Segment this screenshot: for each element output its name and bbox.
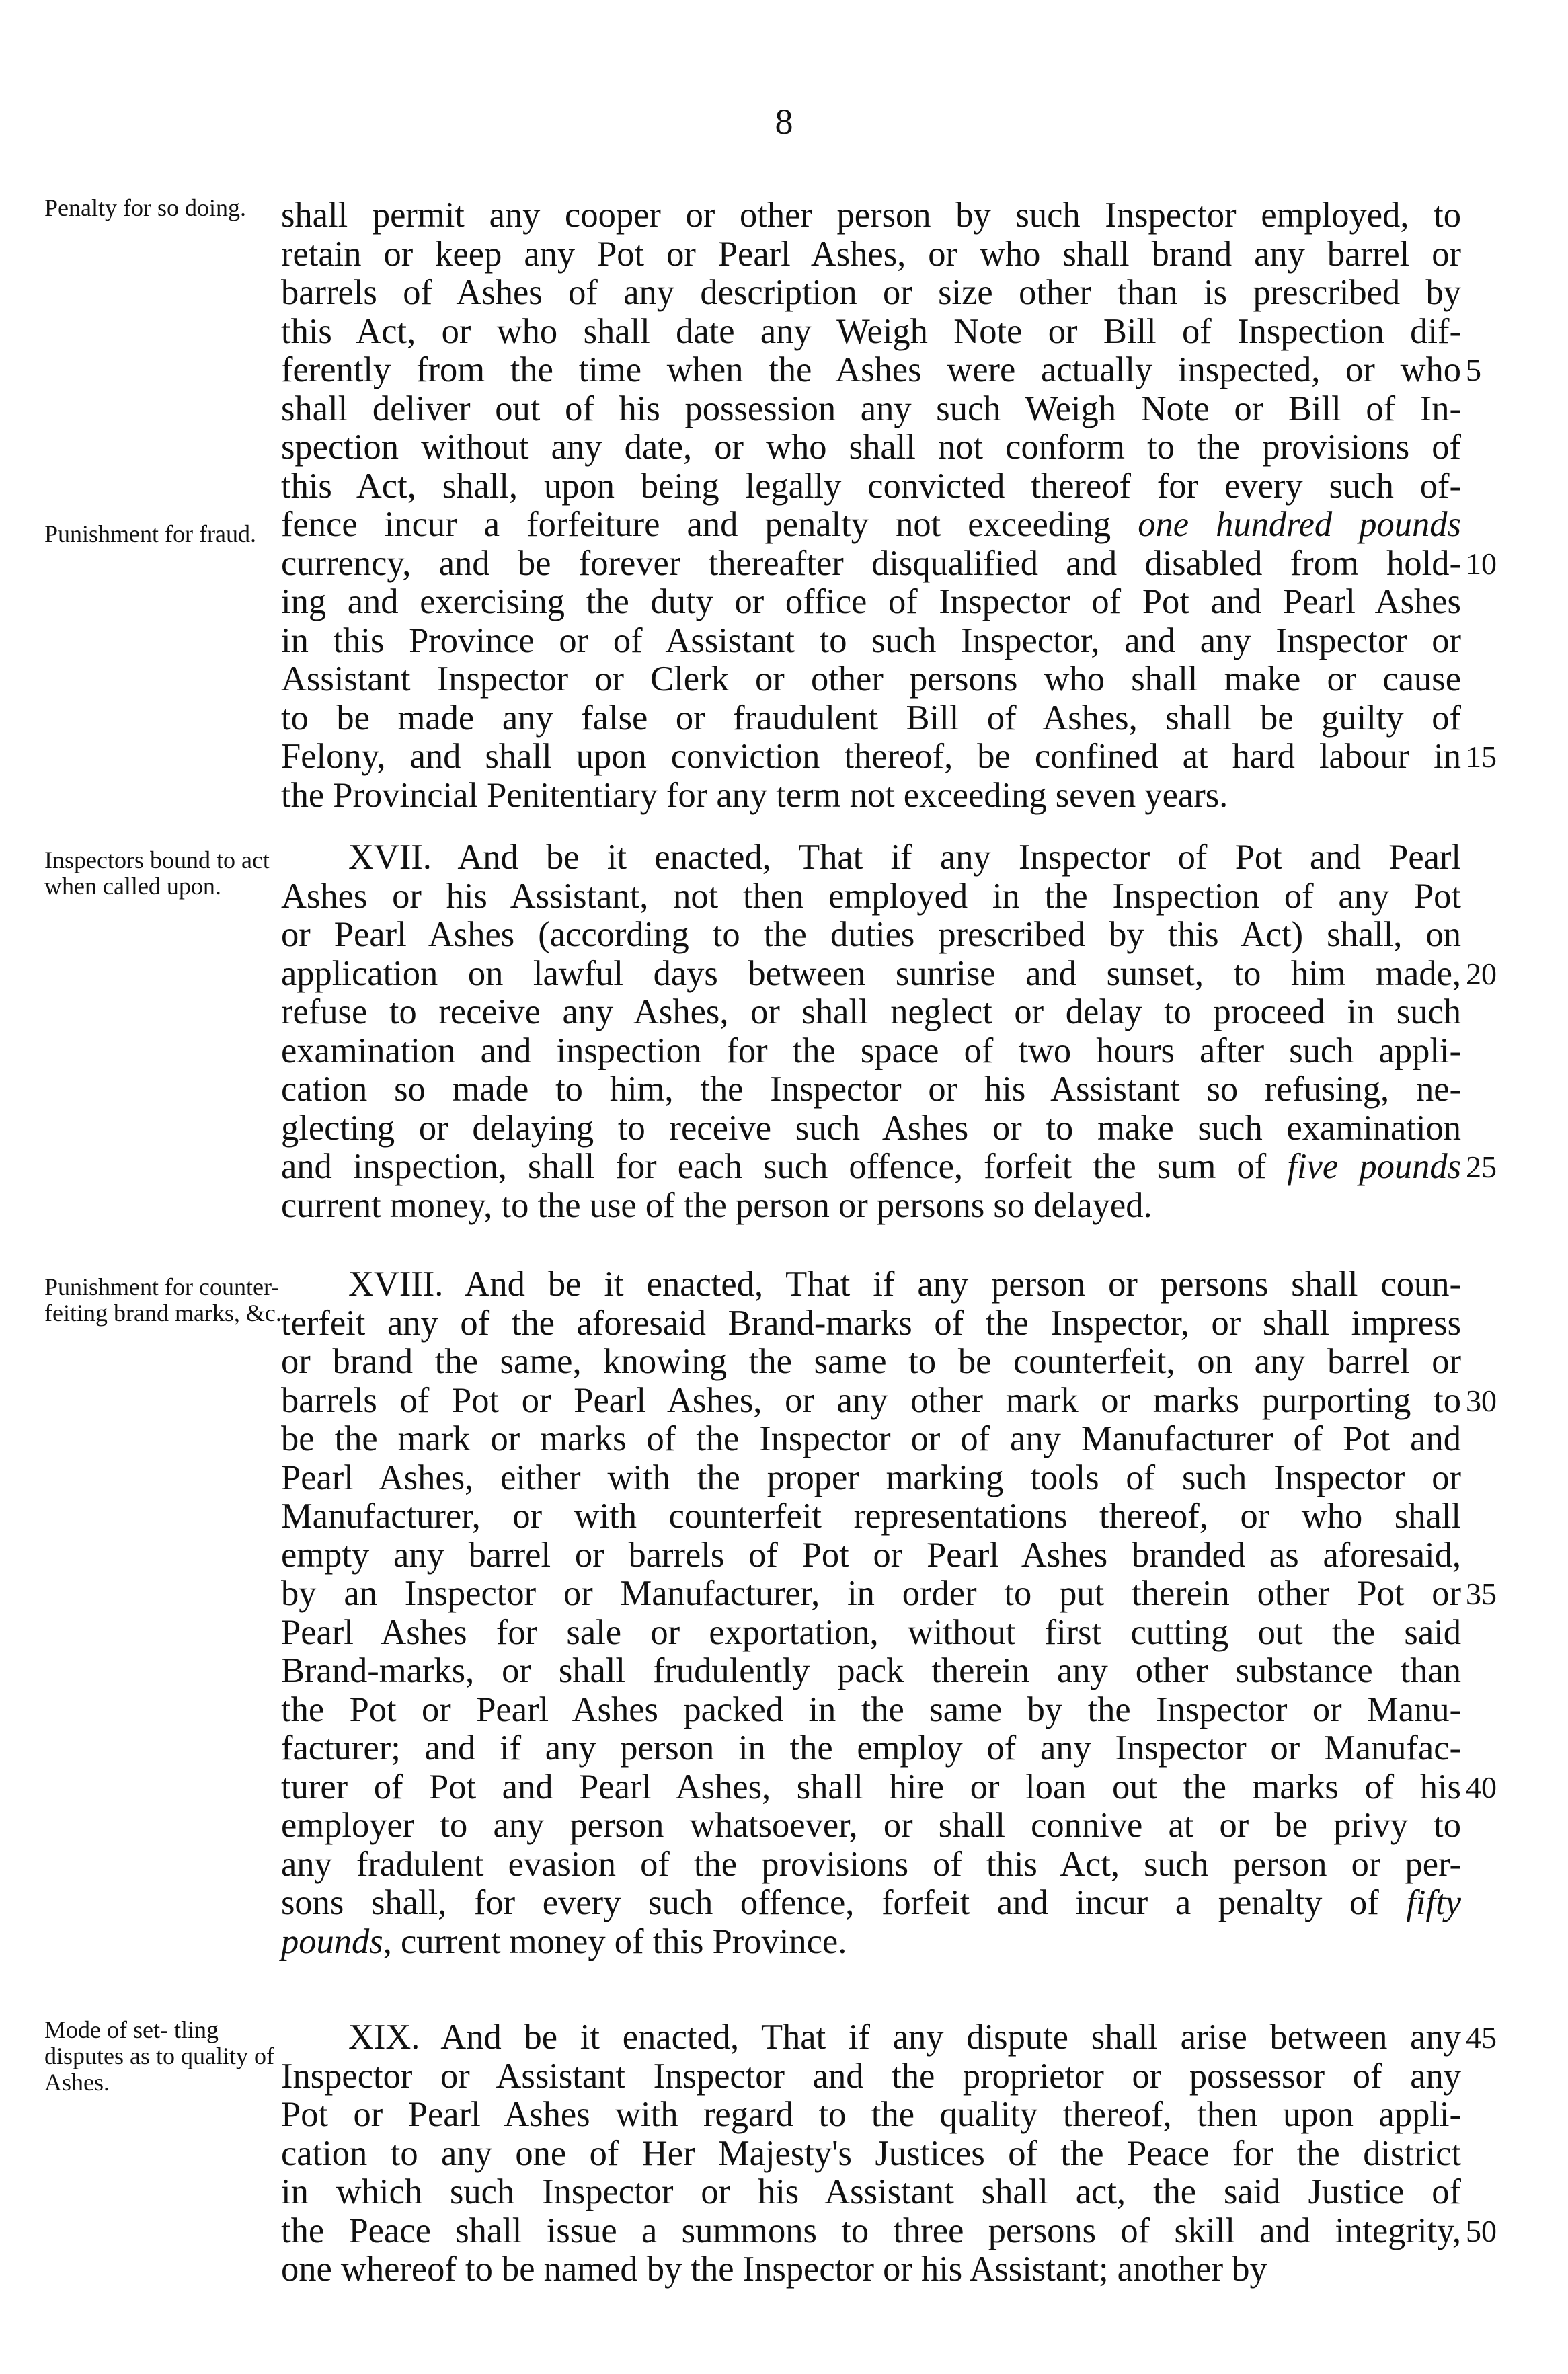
- text-line: barrels of Ashes of any description or size other than is prescribed by: [281, 273, 1461, 312]
- text-line: retain or keep any Pot or Pearl Ashes, or who shall brand any barrel or: [281, 234, 1461, 274]
- line-number: 30: [1466, 1383, 1497, 1418]
- text-line: Pearl Ashes for sale or exportation, without first cutting out the said: [281, 1612, 1461, 1652]
- text-line: cation to any one of Her Majesty's Justices of the Peace for the district: [281, 2133, 1461, 2173]
- line-number: 5: [1466, 353, 1481, 387]
- text-line: facturer; and if any person in the employ of any Inspector or Manufac-: [281, 1729, 1461, 1768]
- text-line: Ashes or his Assistant, not then employed in the Inspection of any Pot: [281, 876, 1461, 916]
- text-line: Pot or Pearl Ashes with regard to the quality thereof, then upon appli-: [281, 2095, 1461, 2134]
- text-line: Pearl Ashes, either with the proper marking tools of such Inspector or: [281, 1458, 1461, 1497]
- line-number: 45: [1466, 2020, 1497, 2055]
- text-line: by an Inspector or Manufacturer, in order to put therein other Pot or: [281, 1574, 1461, 1613]
- text-line: Assistant Inspector or Clerk or other persons who shall make or cause: [281, 660, 1461, 699]
- text-line: Inspector or Assistant Inspector and the proprietor or possessor of any: [281, 2056, 1461, 2096]
- text-line: or brand the same, knowing the same to be counterfeit, on any barrel or: [281, 1342, 1461, 1381]
- text-line: empty any barrel or barrels of Pot or Pearl Ashes branded as aforesaid,: [281, 1535, 1461, 1575]
- line-number: 20: [1466, 956, 1497, 991]
- text-line: ferently from the time when the Ashes were actually inspected, or who: [281, 350, 1461, 389]
- text-line: XIX. And be it enacted, That if any dispute shall arise between any: [348, 2018, 1461, 2057]
- text-line: examination and inspection for the space of two hours after such appli-: [281, 1031, 1461, 1070]
- text-line: currency, and be forever thereafter disqualified and disabled from hold-: [281, 543, 1461, 583]
- line-number: 25: [1466, 1150, 1497, 1184]
- text-line: Manufacturer, or with counterfeit representations thereof, or who shall: [281, 1497, 1461, 1536]
- text-line: Felony, and shall upon conviction thereof, be confined at hard labour in: [281, 737, 1461, 776]
- text-line: Brand-marks, or shall frudulently pack therein any other substance than: [281, 1651, 1461, 1690]
- text-line: application on lawful days between sunrise and sunset, to him made,: [281, 953, 1461, 993]
- text-line: the Provincial Penitentiary for any term not exceeding seven years.: [281, 775, 1228, 815]
- text-line: the Peace shall issue a summons to three persons of skill and integrity,: [281, 2211, 1461, 2250]
- text-line: shall permit any cooper or other person by such Inspector employed, to: [281, 196, 1461, 235]
- text-line: this Act, shall, upon being legally convicted thereof for every such of-: [281, 466, 1461, 506]
- text-line: terfeit any of the aforesaid Brand-marks of the Inspector, or shall impress: [281, 1303, 1461, 1343]
- text-line: current money, to the use of the person or persons so delayed.: [281, 1185, 1152, 1225]
- text-line: spection without any date, or who shall not conform to the provisions of: [281, 428, 1461, 467]
- text-line: to be made any false or fraudulent Bill of Ashes, shall be guilty of: [281, 698, 1461, 738]
- text-line: this Act, or who shall date any Weigh Note or Bill of Inspection dif-: [281, 311, 1461, 351]
- text-line: in this Province or of Assistant to such Inspector, and any Inspector or: [281, 621, 1461, 660]
- margin-note: Inspectors bound to act when called upon.: [44, 846, 270, 900]
- text-line: in which such Inspector or his Assistant shall act, the said Justice of: [281, 2172, 1461, 2211]
- text-line: one whereof to be named by the Inspector or his Assistant; another by: [281, 2250, 1267, 2289]
- text-line: or Pearl Ashes (according to the duties prescribed by this Act) shall, on: [281, 915, 1461, 954]
- line-number: 35: [1466, 1577, 1497, 1611]
- text-line: barrels of Pot or Pearl Ashes, or any other mark or marks purporting to: [281, 1380, 1461, 1420]
- margin-note: Mode of set- tling disputes as to quality of Ashes.: [44, 2016, 274, 2096]
- text-line: glecting or delaying to receive such Ashes or to make such examination: [281, 1108, 1461, 1148]
- text-line: any fradulent evasion of the provisions of this Act, such person or per-: [281, 1844, 1461, 1884]
- text-line: shall deliver out of his possession any such Weigh Note or Bill of In-: [281, 389, 1461, 428]
- text-line: fence incur a forfeiture and penalty not exceeding one hundred pounds: [281, 505, 1461, 544]
- margin-note: Punishment for fraud.: [44, 520, 256, 547]
- text-line: employer to any person whatsoever, or shall connive at or be privy to: [281, 1806, 1461, 1845]
- text-line: and inspection, shall for each such offence, forfeit the sum of five pounds: [281, 1147, 1461, 1186]
- line-number: 50: [1466, 2213, 1497, 2248]
- line-number: 10: [1466, 546, 1497, 581]
- margin-note: Penalty for so doing.: [44, 194, 246, 221]
- line-number: 40: [1466, 1770, 1497, 1805]
- text-line: be the mark or marks of the Inspector or of any Manufacturer of Pot and: [281, 1419, 1461, 1458]
- margin-note: Punishment for counter- feiting brand marks, &c.: [44, 1273, 282, 1327]
- text-line: sons shall, for every such offence, forfeit and incur a penalty of fifty: [281, 1883, 1461, 1922]
- text-line: ing and exercising the duty or office of Inspector of Pot and Pearl Ashes: [281, 582, 1461, 621]
- text-line: turer of Pot and Pearl Ashes, shall hire or loan out the marks of his: [281, 1767, 1461, 1807]
- text-line: pounds, current money of this Province.: [281, 1922, 847, 1961]
- text-line: XVIII. And be it enacted, That if any person or persons shall coun-: [348, 1265, 1461, 1304]
- page-number: 8: [775, 102, 793, 142]
- text-line: refuse to receive any Ashes, or shall neglect or delay to proceed in such: [281, 992, 1461, 1031]
- text-line: XVII. And be it enacted, That if any Inspector of Pot and Pearl: [348, 838, 1461, 877]
- line-number: 15: [1466, 740, 1497, 774]
- text-line: the Pot or Pearl Ashes packed in the same by the Inspector or Manu-: [281, 1690, 1461, 1729]
- text-line: cation so made to him, the Inspector or his Assistant so refusing, ne-: [281, 1070, 1461, 1109]
